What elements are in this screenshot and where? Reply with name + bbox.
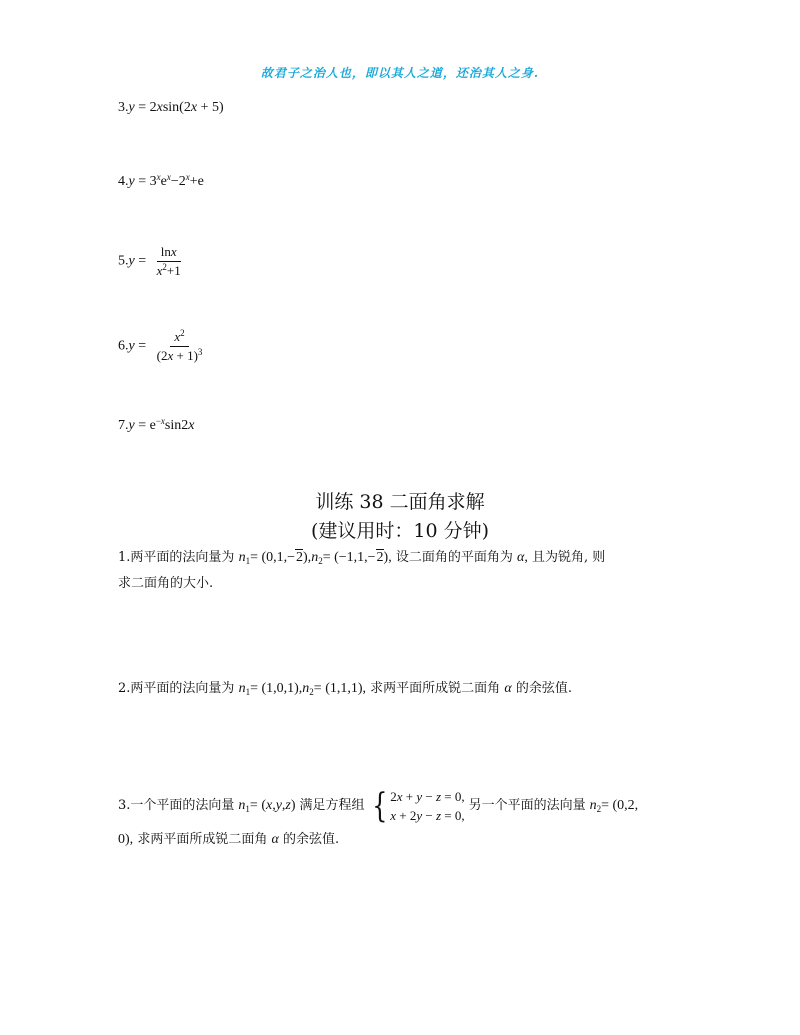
question-2: 2.两平面的法向量为 $n_1= (1,0,1),n_2= (1,1,1)$, 求两平面所成锐二面角 α 的余弦值.	[118, 681, 572, 697]
derivative-item-4: $4.y = 3^xe^x-2^x+e$	[118, 172, 204, 189]
derivative-item-7: $7.y = e^{-x}\sin 2x$	[118, 416, 195, 433]
item-number: 5.	[118, 253, 129, 269]
equation-system: { 2x + y − z = 0, x + 2y − z = 0,	[371, 786, 465, 826]
item-number: 3.	[118, 100, 129, 115]
item-number: 7.	[118, 418, 129, 433]
section-subtitle: (建议用时：10 分钟)	[310, 520, 490, 542]
fraction: $\frac{x^2}{(2x + 1)^3}$	[156, 328, 203, 363]
fraction: $\frac{\ln x}{x^2+1}$	[156, 244, 181, 278]
question-1: 1.两平面的法向量为 $n_1= (0,1,-2),n_2= (-1,1,-2)$, 设二面角的平面角为 α, 且为锐角, 则 求二面角的大小.	[118, 550, 606, 591]
section-title: 训练 38 二面角求解	[315, 491, 485, 513]
item-number: 6.	[118, 338, 129, 354]
derivative-item-5: 5.y = $\frac{\ln x}{x^2+1}$	[118, 244, 188, 279]
question-3: 3. 一个平面的法向量 $n_1= (x,y,z)$ 满足方程组 { 2x + y − z = 0, x + 2y − z = 0, 另一个平面的法向量 $n_2= (0,2$, 0), 求两平面所成锐二面角 α 的余弦值.	[118, 786, 639, 847]
header-motto: 故君子之治人也，即以其人之道，还治其人之身.	[260, 66, 540, 80]
derivative-item-6: 6.y = $\frac{x^2}{(2x + 1)^3}$	[118, 329, 209, 364]
derivative-item-3: 3.y = 2xsin(2x + 5)	[118, 100, 224, 115]
item-number: 4.	[118, 174, 129, 189]
